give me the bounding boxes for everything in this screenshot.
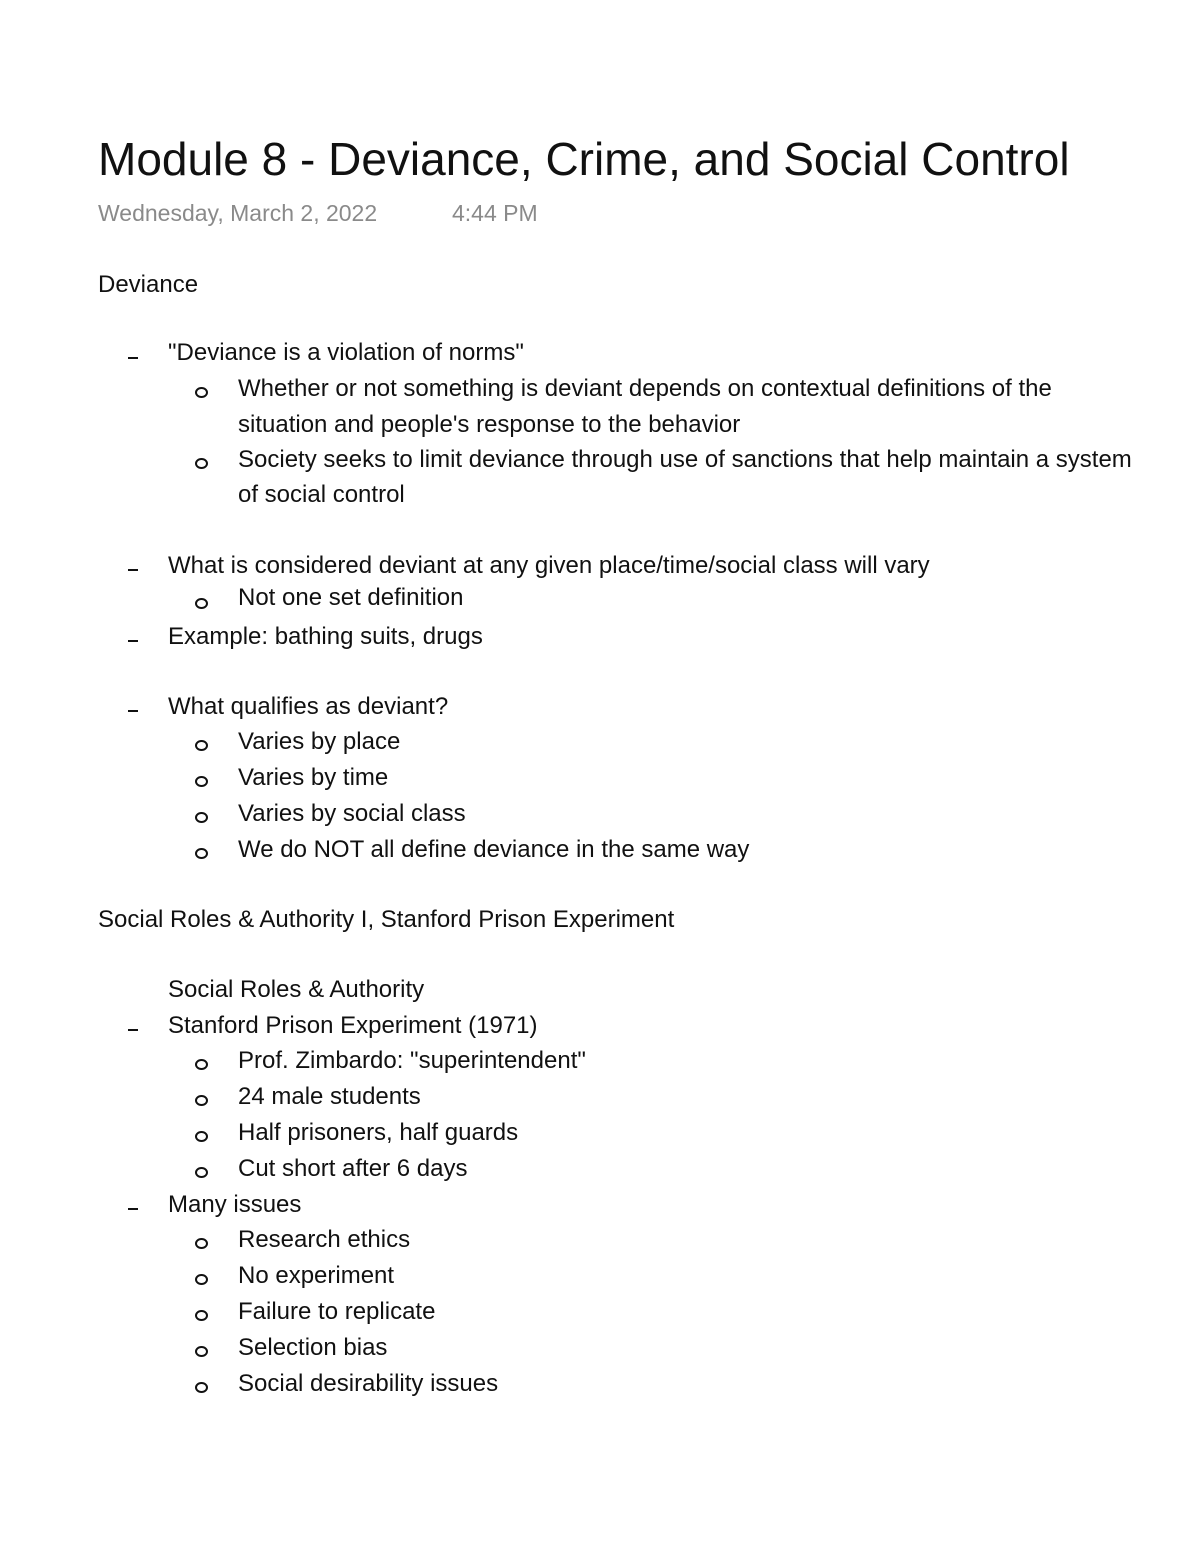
circle-bullet (195, 848, 208, 859)
list-item: Varies by place (238, 728, 401, 755)
circle-bullet (195, 812, 208, 823)
circle-bullet (195, 1310, 208, 1321)
circle-bullet (195, 1131, 208, 1142)
circle-bullet (195, 387, 208, 398)
list-item: What qualifies as deviant? (168, 693, 449, 720)
note-date: Wednesday, March 2, 2022 (98, 200, 378, 226)
circle-bullet (195, 1095, 208, 1106)
dash-bullet (128, 1208, 138, 1210)
circle-bullet (195, 1167, 208, 1178)
note-time: 4:44 PM (452, 200, 538, 226)
circle-bullet (195, 1274, 208, 1285)
list-item: Whether or not something is deviant depends on contextual definitions of the (238, 375, 1052, 402)
section-heading-social-roles: Social Roles & Authority I, Stanford Prison Experiment (98, 906, 675, 933)
circle-bullet (195, 1238, 208, 1249)
list-item: Selection bias (238, 1334, 388, 1361)
list-item: Research ethics (238, 1226, 411, 1253)
list-item: What is considered deviant at any given place/time/social class will vary (168, 552, 930, 579)
dash-bullet (128, 1029, 138, 1031)
list-item: No experiment (238, 1262, 395, 1289)
dash-bullet (128, 569, 138, 571)
list-item-continuation: of social control (238, 481, 405, 508)
list-item: Half prisoners, half guards (238, 1119, 519, 1146)
list-item: "Deviance is a violation of norms" (168, 339, 524, 366)
list-item: Example: bathing suits, drugs (168, 623, 483, 650)
circle-bullet (195, 598, 208, 609)
list-item: Stanford Prison Experiment (1971) (168, 1012, 538, 1039)
list-item: Social desirability issues (238, 1370, 499, 1397)
subheading-social-roles: Social Roles & Authority (168, 976, 425, 1003)
list-item: We do NOT all define deviance in the same way (238, 836, 750, 863)
list-item: Many issues (168, 1191, 302, 1218)
dash-bullet (128, 357, 138, 359)
list-item-continuation: situation and people's response to the behavior (238, 411, 741, 438)
list-item: Prof. Zimbardo: "superintendent" (238, 1047, 586, 1074)
list-item: Varies by social class (238, 800, 466, 827)
section-heading-deviance: Deviance (98, 271, 199, 298)
list-item: Varies by time (238, 764, 389, 791)
list-item: Not one set definition (238, 584, 464, 611)
circle-bullet (195, 1382, 208, 1393)
circle-bullet (195, 776, 208, 787)
list-item: Failure to replicate (238, 1298, 436, 1325)
circle-bullet (195, 740, 208, 751)
dash-bullet (128, 710, 138, 712)
dash-bullet (128, 640, 138, 642)
list-item: Cut short after 6 days (238, 1155, 468, 1182)
page-title: Module 8 - Deviance, Crime, and Social Control (98, 133, 1070, 185)
circle-bullet (195, 1059, 208, 1070)
circle-bullet (195, 1346, 208, 1357)
circle-bullet (195, 458, 208, 469)
list-item: Society seeks to limit deviance through use of sanctions that help maintain a system (238, 446, 1132, 473)
list-item: 24 male students (238, 1083, 421, 1110)
